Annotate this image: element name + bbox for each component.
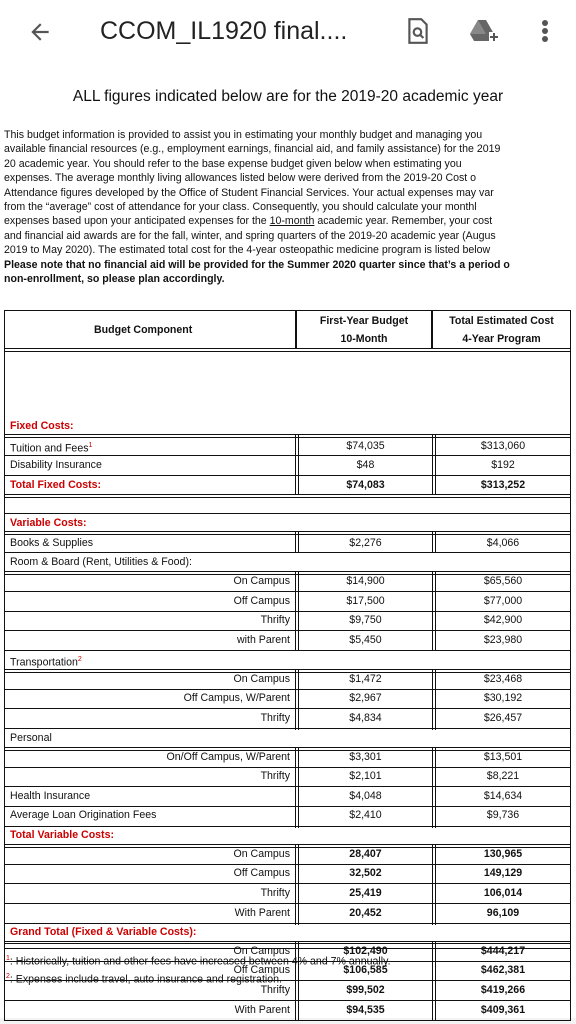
pdf-page — [0, 68, 576, 1018]
row-label-transport-thrifty: Thrifty — [260, 712, 290, 724]
intro-line: Please note that no financial aid will be provided for the Summer 2020 quarter since that’s a period o — [4, 258, 510, 271]
row-label-total-thrifty: Thrifty — [260, 887, 290, 899]
value-total: 106,014 — [483, 887, 523, 899]
add-to-drive-icon[interactable] — [469, 14, 499, 48]
find-in-page-icon[interactable] — [403, 14, 433, 48]
row-label-grand-with-parent: With Parent — [234, 1004, 290, 1016]
value-total: $14,634 — [483, 790, 523, 802]
value-total: $419,266 — [480, 984, 526, 996]
row-label-personal: Personal — [10, 732, 52, 744]
intro-line: expenses. The average monthly living allowances listed below were derived from the 2019-20 Cost o — [4, 172, 477, 185]
row-label-room-off-campus: Off Campus — [233, 595, 290, 607]
row-label-grand-total: Grand Total (Fixed & Variable Costs): — [10, 926, 197, 938]
row-label-transport-on-campus: On Campus — [233, 673, 290, 685]
document-title: CCOM_IL1920 final.... — [100, 17, 348, 45]
column-header-total: Total Estimated Cost — [449, 315, 554, 327]
row-label-loan-fees: Average Loan Origination Fees — [10, 809, 157, 821]
value-first-year: $74,083 — [346, 479, 385, 491]
footnote-mark: 2 — [6, 973, 10, 980]
row-label-transportation: Transportation$^2$ — [10, 656, 82, 669]
value-first-year: 28,407 — [349, 848, 382, 860]
footnote-mark: 1 — [6, 955, 10, 962]
row-label-room-with-parent: with Parent — [237, 634, 290, 646]
value-total: $8,221 — [486, 770, 520, 782]
footnote-text: : Expenses include travel, auto insurance and registration. — [9, 973, 282, 986]
value-first-year: $17,500 — [346, 595, 385, 607]
value-total: $409,361 — [480, 1004, 526, 1016]
row-label-grand-thrifty: Thrifty — [260, 984, 290, 996]
intro-line: non-enrollment, so please plan accordingly. — [4, 272, 225, 285]
document-viewer[interactable] — [0, 68, 576, 1024]
top-app-bar — [0, 0, 576, 69]
footnote-text: : Historically, tuition and other fees have increased between 4% and 7% annually. — [9, 955, 391, 968]
value-total: 130,965 — [483, 848, 523, 860]
value-total: 149,129 — [483, 867, 523, 879]
value-first-year: $4,048 — [349, 790, 382, 802]
value-total: $313,252 — [480, 479, 526, 491]
value-first-year: 25,419 — [349, 887, 382, 899]
intro-line: Attendance figures developed by the Office of Student Financial Services. Your actual expenses may var — [4, 186, 494, 199]
row-label-grand-on-campus: On Campus — [233, 945, 290, 957]
value-total: 96,109 — [486, 907, 520, 919]
value-first-year: $99,502 — [346, 984, 385, 996]
value-first-year: $5,450 — [349, 634, 382, 646]
footnote — [6, 973, 282, 986]
value-first-year: 32,502 — [349, 867, 382, 879]
value-first-year: 20,452 — [349, 907, 382, 919]
value-total: $23,468 — [483, 673, 523, 685]
row-label-disability: Disability Insurance — [10, 459, 102, 471]
value-total: $192 — [491, 459, 515, 471]
intro-paragraph — [4, 128, 576, 286]
row-label-health: Health Insurance — [10, 790, 91, 802]
section-label-variable: Variable Costs: — [10, 517, 87, 529]
value-first-year: $74,035 — [346, 440, 385, 452]
row-label-total-on-campus: On Campus — [233, 848, 290, 860]
row-label-total-off-campus: Off Campus — [233, 867, 290, 879]
row-label-total-variable: Total Variable Costs: — [10, 829, 115, 841]
value-total: $462,381 — [480, 964, 526, 976]
column-header-total-sub: 4-Year Program — [462, 333, 541, 345]
row-label-transport-off-campus: Off Campus, W/Parent — [183, 692, 290, 704]
value-total: $9,736 — [486, 809, 520, 821]
section-label-fixed: Fixed Costs: — [10, 420, 74, 432]
intro-line: This budget information is provided to assist you in estimating your monthly budget and managing you — [4, 129, 483, 141]
value-first-year: $2,410 — [349, 809, 382, 821]
footnote — [6, 955, 391, 968]
intro-line: expenses based upon your anticipated expenses for the 10-month academic year. Remember, your cost — [4, 215, 493, 228]
column-header-first-year: First-Year Budget — [319, 315, 409, 327]
value-total: $13,501 — [483, 751, 523, 763]
row-label-room-thrifty: Thrifty — [260, 614, 290, 626]
value-first-year: $106,585 — [343, 964, 388, 976]
row-label-total-with-parent: With Parent — [234, 907, 290, 919]
page-heading: ALL figures indicated below are for the 2019-20 academic year — [72, 88, 504, 105]
column-header-component: Budget Component — [94, 324, 193, 336]
intro-line: and financial aid awards are for the fall, winter, and spring quarters of the 2019-20 academic year (Augus — [4, 229, 496, 242]
intro-line: available financial resources (e.g., employment earnings, financial aid, and family assistance) for the 2019 — [4, 143, 501, 156]
value-total: $42,900 — [483, 614, 523, 626]
value-first-year: $2,276 — [349, 537, 382, 549]
value-total: $30,192 — [483, 692, 523, 704]
value-first-year: $1,472 — [349, 673, 382, 685]
row-label-grand-off-campus: Off Campus — [233, 964, 290, 976]
value-first-year: $2,101 — [349, 770, 382, 782]
more-vert-icon[interactable] — [530, 14, 560, 48]
back-arrow-icon[interactable] — [22, 14, 58, 50]
value-total: $444,217 — [480, 945, 526, 957]
row-label-personal-on-off: On/Off Campus, W/Parent — [166, 751, 290, 763]
value-total: $65,560 — [483, 575, 523, 587]
value-first-year: $48 — [356, 459, 375, 471]
value-first-year: $4,834 — [349, 712, 382, 724]
value-total: $26,457 — [483, 712, 523, 724]
row-label-room-board: Room & Board (Rent, Utilities & Food): — [10, 556, 192, 568]
value-total: $23,980 — [483, 634, 523, 646]
budget-table — [4, 310, 571, 949]
value-first-year: $14,900 — [346, 575, 385, 587]
column-header-first-year-sub: 10-Month — [340, 333, 388, 345]
row-label-books: Books & Supplies — [10, 537, 94, 549]
intro-line: 20 academic year. You should refer to the base expense budget given below when estimating you — [4, 157, 462, 170]
row-label-total-fixed: Total Fixed Costs: — [10, 479, 102, 491]
row-label-tuition: Tuition and Fees$^1$ — [10, 442, 93, 455]
value-first-year: $102,490 — [343, 945, 388, 957]
value-first-year: $3,301 — [349, 751, 382, 763]
row-label-personal-thrifty: Thrifty — [260, 770, 290, 782]
intro-line: from the “average” cost of attendance for your class. Consequently, you should calculate your monthl — [4, 200, 477, 213]
value-total: $77,000 — [483, 595, 523, 607]
value-total: $313,060 — [480, 440, 526, 452]
intro-line: 2019 to May 2020). The estimated total cost for the 4-year osteopathic medicine program is listed below — [4, 244, 491, 257]
value-first-year: $9,750 — [349, 614, 382, 626]
value-first-year: $94,535 — [346, 1004, 385, 1016]
value-total: $4,066 — [486, 537, 520, 549]
value-first-year: $2,967 — [349, 692, 382, 704]
row-label-room-on-campus: On Campus — [233, 575, 290, 587]
